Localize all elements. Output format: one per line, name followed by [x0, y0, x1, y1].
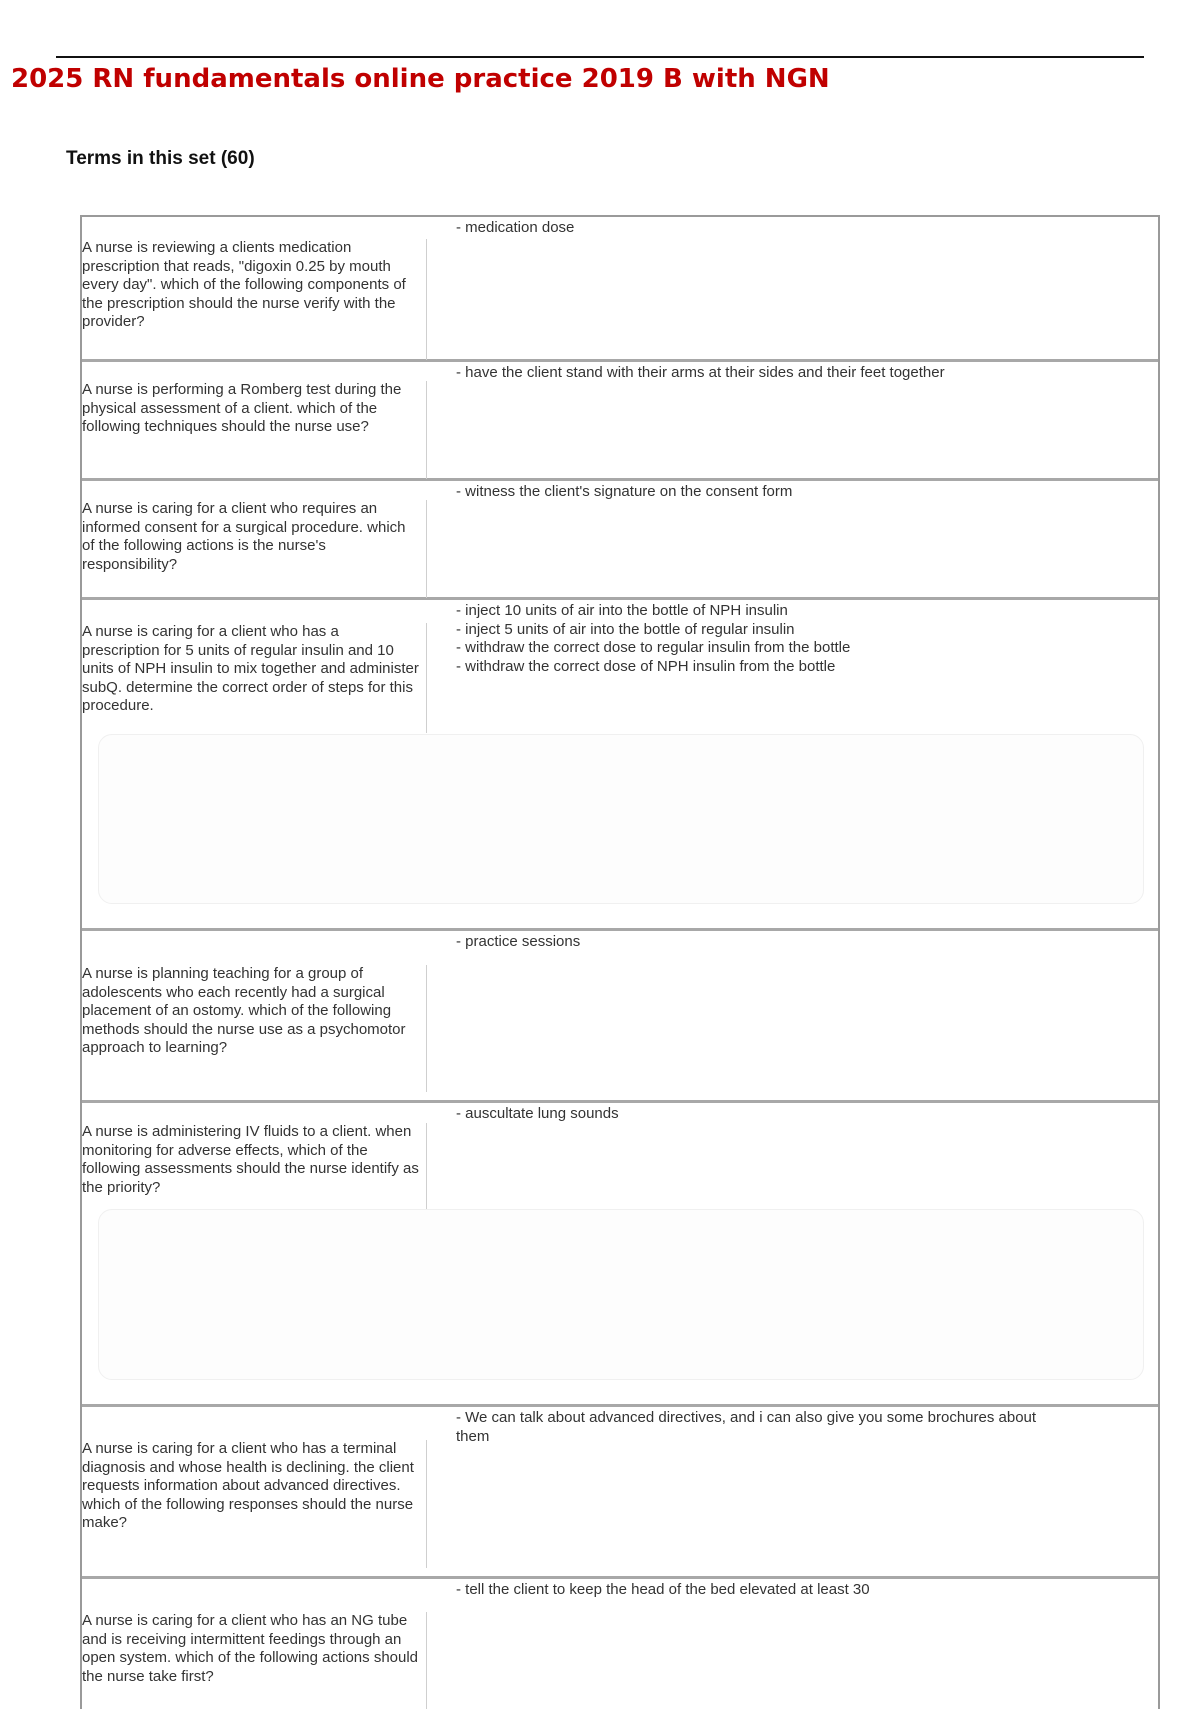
term-question: A nurse is caring for a client who requires an informed consent for a surgical procedure. which of the following actions is the nurse's responsibility? — [82, 500, 427, 598]
term-answer: - practice sessions — [456, 933, 581, 950]
term-row — [82, 1103, 1158, 1407]
document-title: 2025 RN fundamentals online practice 2019 B with NGN — [11, 64, 830, 94]
term-row — [82, 362, 1158, 481]
term-answer: - witness the client's signature on the consent form — [456, 483, 793, 500]
term-question: A nurse is caring for a client who has an NG tube and is receiving intermittent feedings through an open system. which of the following actions should the nurse take first? — [82, 1612, 427, 1709]
term-row — [82, 1407, 1158, 1579]
term-question: A nurse is administering IV fluids to a client. when monitoring for adverse effects, which of the following assessments should the nurse identify as the priority? — [82, 1123, 427, 1210]
term-row — [82, 481, 1158, 600]
term-question: A nurse is planning teaching for a group of adolescents who each recently had a surgical placement of an ostomy. which of the following methods should the nurse use as a psychomotor approach to learning? — [82, 965, 427, 1092]
term-question: A nurse is caring for a client who has a terminal diagnosis and whose health is declining. the client requests information about advanced directives. which of the following responses should the nurse make? — [82, 1440, 427, 1568]
terms-count-heading: Terms in this set (60) — [66, 148, 255, 169]
terms-table — [80, 215, 1160, 1709]
term-answer: - inject 10 units of air into the bottle of NPH insulin - inject 5 units of air into the bottle of regular insulin - withdraw the correct dose to regular insulin from the bottle - withdraw the correct dose of NPH insulin from the bottle — [456, 602, 851, 675]
term-answer: - auscultate lung sounds — [456, 1105, 619, 1122]
term-answer: - tell the client to keep the head of the bed elevated at least 30 — [456, 1581, 870, 1598]
top-rule — [56, 56, 1144, 58]
term-question: A nurse is caring for a client who has a prescription for 5 units of regular insulin and 10 units of NPH insulin to mix together and administer subQ. determine the correct order of steps for this procedure. — [82, 623, 427, 733]
blank-placeholder-box — [98, 734, 1144, 904]
term-row — [82, 217, 1158, 362]
blank-placeholder-box — [98, 1209, 1144, 1380]
term-question: A nurse is reviewing a clients medication prescription that reads, "digoxin 0.25 by mouth every day". which of the following components of the prescription should the nurse verify with the provider? — [82, 239, 427, 360]
term-answer: - medication dose — [456, 219, 575, 236]
term-answer: - have the client stand with their arms at their sides and their feet together — [456, 364, 945, 381]
term-row — [82, 931, 1158, 1103]
term-question: A nurse is performing a Romberg test during the physical assessment of a client. which of the following techniques should the nurse use? — [82, 381, 427, 479]
term-row — [82, 1579, 1158, 1709]
term-row — [82, 600, 1158, 931]
term-answer: - We can talk about advanced directives, and i can also give you some brochures about them — [456, 1409, 1037, 1445]
